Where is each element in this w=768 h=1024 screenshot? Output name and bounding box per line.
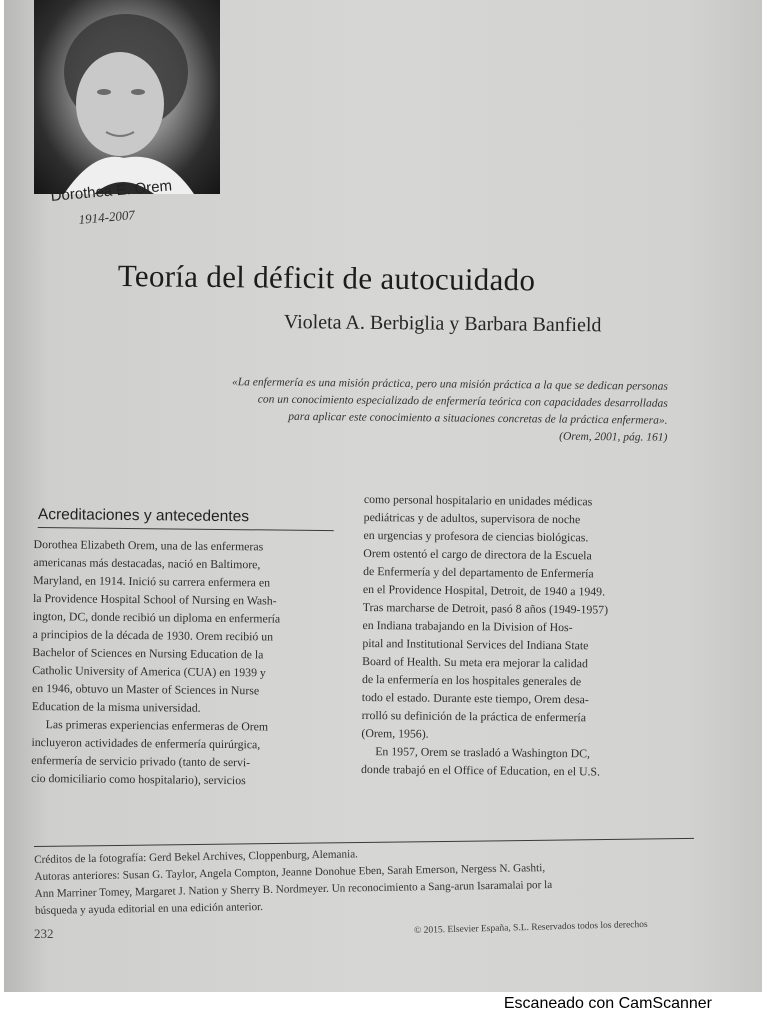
text-line: Tras marcharse de Detroit, pasó 8 años (1949-1957) (362, 599, 609, 617)
text-line: rrolló su definición de la práctica de enfermería (361, 707, 587, 725)
epigraph-line: «La enfermería es una misión práctica, pero una misión práctica a la que se dedican personas (231, 376, 668, 393)
text-line: en 1946, obtuvo un Master of Sciences in Nurse (32, 680, 260, 698)
left-column-text (31, 535, 340, 790)
credits-line: Autoras anteriores: Susan G. Taylor, Angela Compton, Jeanne Donohue Eben, Sarah Emerson, Nergess N. Gashti, (34, 862, 546, 883)
text-line: En 1957, Orem se trasladó a Washington DC, (375, 744, 591, 761)
text-line: en el Providence Hospital, Detroit, de 1940 a 1949. (362, 581, 606, 599)
text-line: a principios de la década de 1930. Orem recibió un (32, 626, 274, 644)
credits-line: Créditos de la fotografía: Gerd Bekel Archives, Cloppenburg, Alemania. (34, 848, 359, 866)
text-line: Dorothea Elizabeth Orem, una de las enfermeras (33, 536, 264, 554)
text-line: la Providence Hospital School of Nursing en Wash- (32, 590, 277, 608)
text-line: enfermería de servicio privado (tanto de servi- (31, 752, 251, 770)
epigraph-line: con un conocimiento especializado de enfermería teórica con capacidades desarrolladas (257, 393, 668, 410)
chapter-title: Teoría del déficit de autocuidado (117, 258, 536, 298)
text-line: Board of Health. Su meta era mejorar la calidad (362, 653, 588, 671)
chapter-authors: Violeta A. Berbiglia y Barbara Banfield (283, 311, 602, 337)
epigraph-citation: (Orem, 2001, pág. 161) (559, 430, 668, 444)
photo-credits-footnote (34, 840, 707, 920)
epigraph-quote (115, 373, 668, 447)
scanner-watermark-text: Escaneado con CamScanner (503, 995, 712, 1012)
text-line: Maryland, en 1914. Inició su carrera enfermera en (33, 572, 271, 590)
text-line: Bachelor of Sciences en Nursing Education de la (32, 644, 264, 662)
text-line: de la enfermería en los hospitales generales de (361, 671, 582, 689)
scanned-page (4, 0, 762, 992)
page-number: 232 (34, 926, 54, 941)
text-line: incluyeron actividades de enfermería quirúrgica, (31, 734, 261, 752)
text-line: pediátricas y de adultos, supervisora de noche (363, 509, 581, 527)
right-column-text (361, 490, 694, 781)
copyright-notice: © 2015. Elsevier España, S.L. Reservados todos los derechos (414, 919, 648, 936)
text-line: como personal hospitalario en unidades médicas (363, 491, 593, 509)
left-column (31, 506, 340, 790)
right-column (361, 490, 694, 781)
text-line: en Indiana trabajando en la Division of Hos- (362, 617, 573, 635)
text-line: todo el estado. Durante este tiempo, Orem desa- (361, 689, 589, 707)
text-line: en urgencias y profesora de ciencias biológicas. (363, 527, 589, 545)
credits-line: búsqueda y ayuda editorial en una edición anterior. (34, 901, 264, 917)
text-line: americanas más destacadas, nació en Baltimore, (33, 554, 261, 572)
text-line: Education de la misma universidad. (31, 698, 201, 715)
text-line: pital and Institutional Services del Indiana State (362, 635, 589, 653)
text-line: Catholic University of America (CUA) en 1939 y (32, 662, 266, 680)
text-line: ington, DC, donde recibió un diploma en enfermería (32, 608, 281, 626)
section-heading: Acreditaciones y antecedentes (38, 506, 334, 531)
portrait-silhouette (34, 0, 220, 194)
credits-line: Ann Marriner Tomey, Margaret J. Nation y Sherry B. Nordmeyer. Un reconocimiento a Sang-arun Isaramalai por la (34, 878, 553, 900)
text-line: Las primeras experiencias enfermeras de Orem (45, 717, 269, 734)
photo-caption-name: Dorothea E. Orem (50, 177, 173, 205)
photo-caption-years: 1914-2007 (78, 207, 136, 227)
text-line: cio domiciliario como hospitalario), servicios (31, 770, 246, 788)
scanner-watermark-bar (0, 992, 768, 1024)
author-portrait-photo (34, 0, 220, 194)
text-line: donde trabajó en el Office of Education, en el U.S. (361, 761, 601, 779)
text-line: (Orem, 1956). (361, 725, 429, 741)
epigraph-line: para aplicar este conocimiento a situaciones concretas de la práctica enfermera». (288, 410, 668, 427)
text-line: de Enfermería y del departamento de Enfermería (363, 563, 594, 581)
text-line: Orem ostentó el cargo de directora de la Escuela (363, 545, 592, 563)
